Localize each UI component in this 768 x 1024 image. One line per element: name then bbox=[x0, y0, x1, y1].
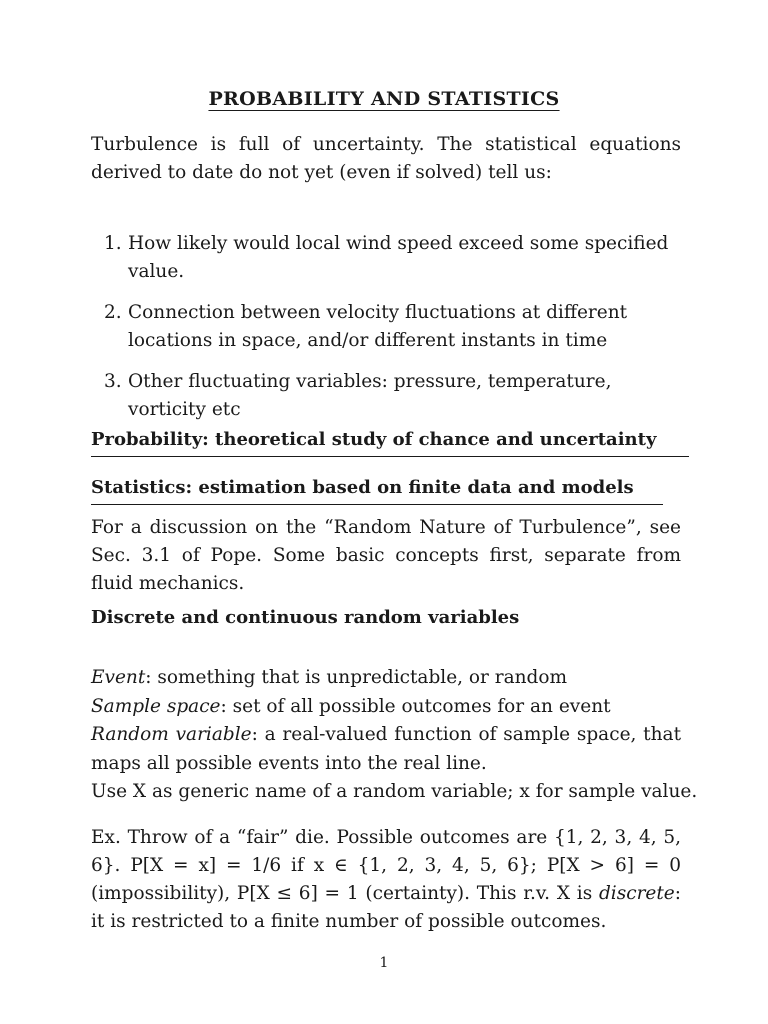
example-text: Ex. Throw of a “fair” die. Possible outcomes are {1, 2, 3, 4, 5, 6}. P[X = x] = 1/6 if x ∈ {1, 2, 3, 4, 5, 6}; P[X > 6] = 0 (impossibility), P[X ≤ 6] = 1 (certainty). This r.v. X is bbox=[91, 827, 681, 904]
definition-text: : something that is unpredictable, or random bbox=[145, 667, 568, 688]
list-item-text: How likely would local wind speed exceed some specified value. bbox=[128, 233, 669, 282]
heading-statistics: Statistics: estimation based on finite data and models bbox=[91, 474, 663, 505]
list-item bbox=[104, 299, 682, 355]
page-title bbox=[0, 88, 768, 110]
discussion-paragraph: For a discussion on the “Random Nature of Turbulence”, see Sec. 3.1 of Pope. Some basic concepts first, separate from fluid mechanics. bbox=[91, 517, 681, 594]
definition-term: Random variable bbox=[91, 724, 252, 745]
list-item bbox=[104, 230, 682, 286]
list-item-number: 1. bbox=[104, 233, 122, 254]
definition-random-variable bbox=[91, 721, 681, 778]
definitions-block bbox=[91, 664, 698, 807]
page-title-text: PROBABILITY AND STATISTICS bbox=[208, 88, 560, 110]
heading-probability: Probability: theoretical study of chance and uncertainty bbox=[91, 426, 689, 457]
list-item-number: 3. bbox=[104, 371, 122, 392]
definition-text: : set of all possible outcomes for an event bbox=[220, 695, 611, 717]
list-item bbox=[104, 368, 682, 424]
question-list bbox=[104, 230, 682, 437]
intro-paragraph: Turbulence is full of uncertainty. The statistical equations derived to date do not yet (even if solved) tell us: bbox=[91, 134, 681, 183]
definition-term: Sample space bbox=[91, 695, 221, 717]
definition-term: Event bbox=[91, 667, 146, 688]
example-paragraph bbox=[91, 824, 681, 936]
page-number: 1 bbox=[379, 955, 389, 971]
heading-variables: Discrete and continuous random variables bbox=[91, 607, 520, 628]
definition-sample-space bbox=[91, 693, 681, 722]
definition-use: Use X as generic name of a random variable; x for sample value. bbox=[91, 781, 698, 802]
definition-event bbox=[91, 664, 681, 693]
list-item-text: Connection between velocity fluctuations at different locations in space, and/or different instants in time bbox=[128, 302, 628, 351]
list-item-text: Other fluctuating variables: pressure, temperature, vorticity etc bbox=[128, 371, 612, 420]
example-text-end: : it is restricted to a finite number of possible outcomes. bbox=[91, 883, 681, 932]
list-item-number: 2. bbox=[104, 302, 122, 323]
example-term: discrete bbox=[598, 883, 675, 904]
definition-text: : a real-valued function of sample space, that maps all possible events into the real line. bbox=[91, 724, 681, 774]
